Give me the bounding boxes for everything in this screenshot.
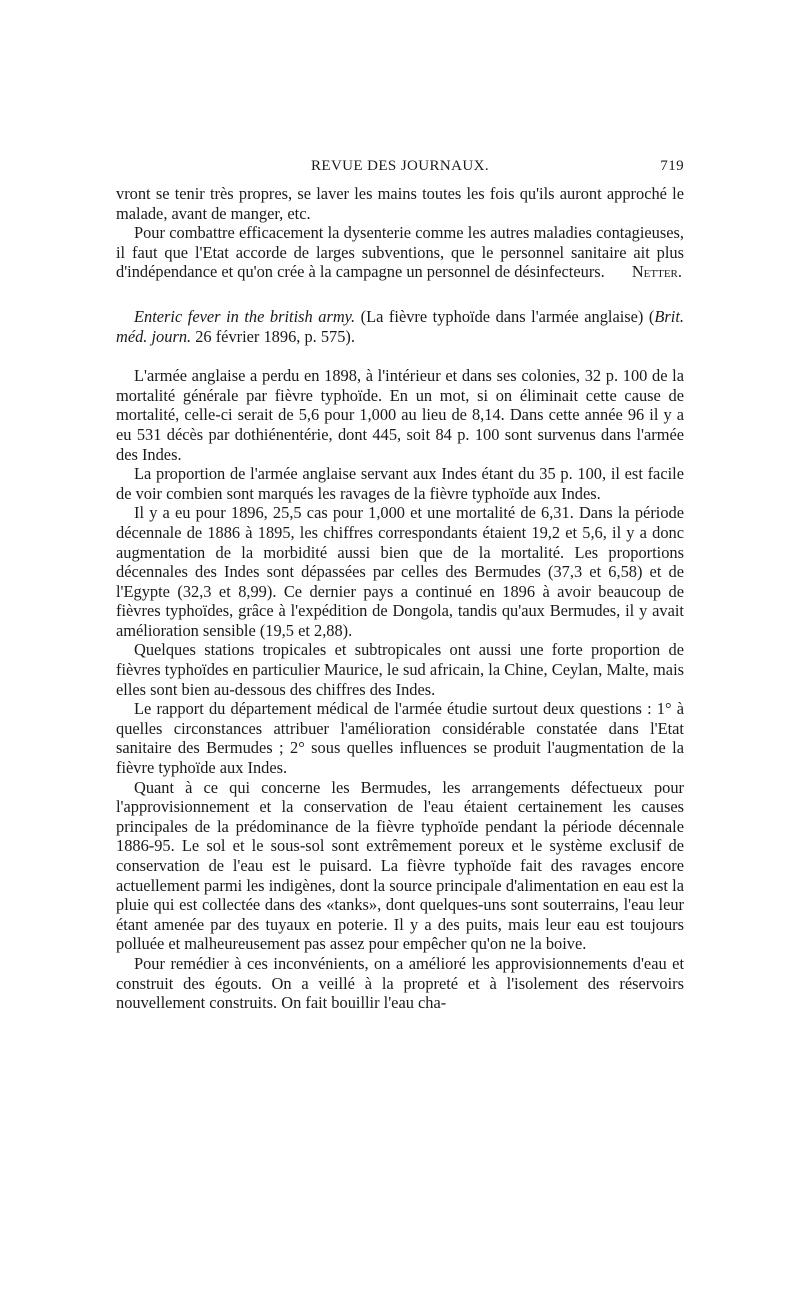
article-source-date: 26 février 1896, p. 575). [191,326,355,346]
article-source-journal: Brit. méd. journ. [116,306,684,346]
page-number: 719 [660,158,684,174]
paragraph-statistics: Il y a eu pour 1896, 25,5 cas pour 1,000 et une mortalité de 6,31. Dans la période décennale de 1886 à 1895, les chiffres correspondants étaient 19,2 et 5,6, il y a donc augmentation de la morbidité aussi bien que de la mortalité. Les proportions décennales des Indes sont dépassées par celles des Bermudes (37,3 et 6,58) et de l'Egypte (32,3 et 8,99). Ce dernier pays a continué en 1896 à avoir beaucoup de fièvres typhoïdes, grâce à l'expédition de Dongola, tandis qu'aux Bermudes, il y avait amélioration sensible (19,5 et 2,88). [116,503,684,640]
paragraph-continuation: vront se tenir très propres, se laver les mains toutes les fois qu'ils auront approché le malade, avant de manger, etc. [116,184,684,223]
paragraph-medical-report: Le rapport du département médical de l'armée étudie surtout deux questions : 1° à quelles circonstances attribuer l'amélioration considérable constatée dans l'Etat sanitaire des Bermudes ; 2° sous quelles influences se produit l'augmentation de la fièvre typhoïde aux Indes. [116,699,684,778]
document-page [116,158,684,1013]
article-title-english: Enteric fever in the british army. [134,306,356,326]
paragraph-tropical-stations: Quelques stations tropicales et subtropicales ont aussi une forte proportion de fièvres typhoïdes en particulier Maurice, le sud africain, la Chine, Ceylan, Malte, mais elles sont bien au-dessous des chiffres des Indes. [116,640,684,699]
paragraph-proportion: La proportion de l'armée anglaise servant aux Indes étant du 35 p. 100, il est facile de voir combien sont marqués les ravages de la fièvre typhoïde aux Indes. [116,464,684,503]
paragraph-bermudes: Quant à ce qui concerne les Bermudes, les arrangements défectueux pour l'approvisionnement et la conservation de l'eau étaient certainement les causes principales de la prédominance de la fièvre typhoïde pendant la période décennale 1886-95. Le sol et le sous-sol sont extrêmement poreux et le système exclusif de conservation de l'eau est le puisard. La fièvre typhoïde fait des ravages encore actuellement parmi les indigènes, dont la source principale d'alimentation en eau est la pluie qui est collectée dans des «tanks», dont quelques-uns sont souterrains, l'eau leur étant amenée par des tuyaux en poterie. Il y a des puits, mais leur eau est toujours polluée et malheureusement pas assez pour empêcher qu'on ne la boive. [116,777,684,954]
journal-title: REVUE DES JOURNAUX. [310,158,490,174]
paragraph-remedies: Pour remédier à ces inconvénients, on a amélioré les approvisionnements d'eau et construit des égouts. On a veillé à la propreté et à l'isolement des réservoirs nouvellement construits. On fait bouillir l'eau cha- [116,953,684,1013]
paragraph-dysentery: Pour combattre efficacement la dysenterie comme les autres maladies contagieuses, il faut que l'Etat accorde de larges subventions, que le personnel sanitaire ait plus d'indépendance et qu'on crée à la campagne un personnel de désinfecteurs. [116,223,684,282]
author-name: Netter. [631,262,682,282]
paragraph-mortality: L'armée anglaise a perdu en 1898, à l'intérieur et dans ses colonies, 32 p. 100 de la mortalité générale par fièvre typhoïde. En un mot, si on éliminait cette cause de mortalité, celle-ci serait de 5,6 pour 1,000 au lieu de 8,14. Dans cette année 96 il y a eu 531 décès par dothiénentérie, dont 445, soit 84 p. 100 sont survenus dans l'armée des Indes. [116,366,684,464]
running-header [116,158,684,180]
article-title [116,307,684,346]
article-title-french: (La fièvre typhoïde dans l'armée anglaise) ( [355,306,655,326]
